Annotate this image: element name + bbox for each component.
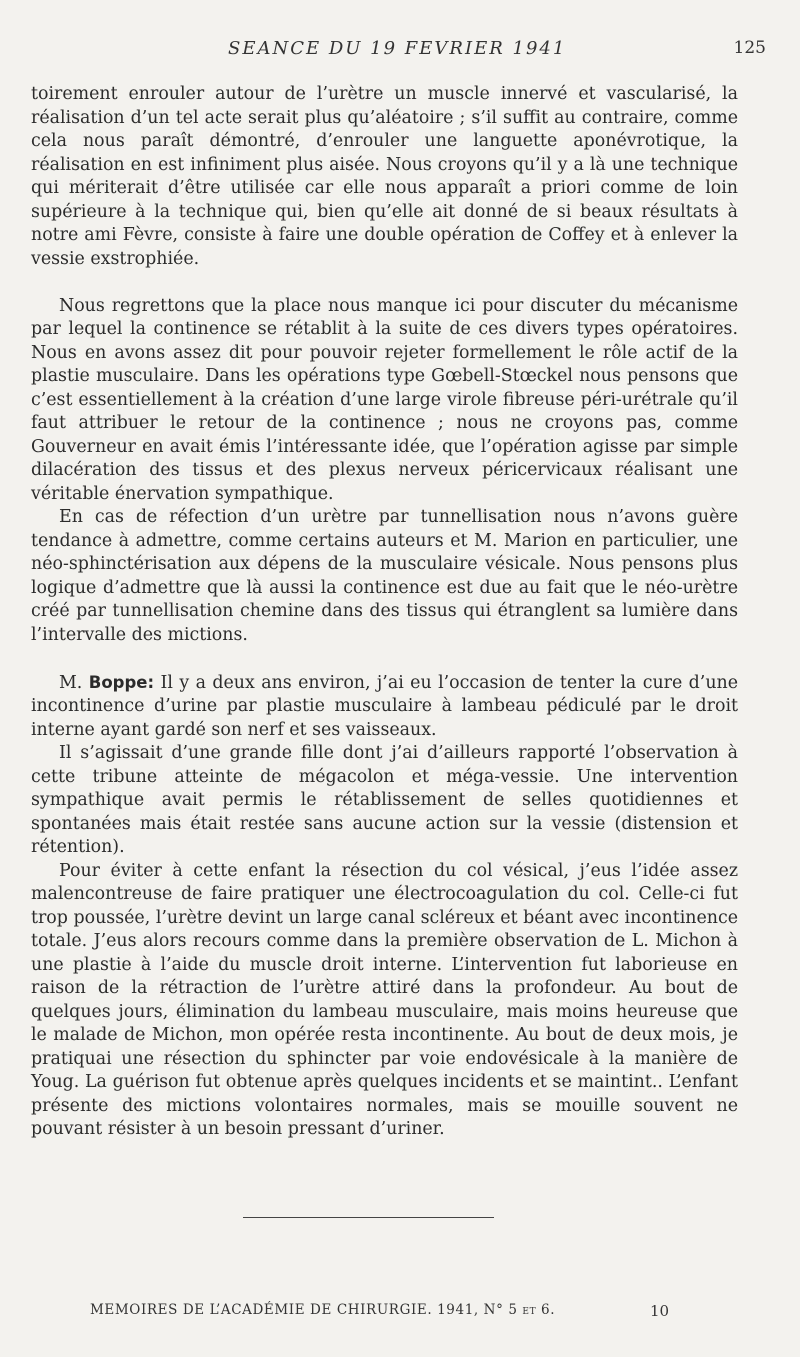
running-header — [0, 38, 800, 62]
paragraph-case-history: Il s’agissait d’une grande fille dont j’ai d’ailleurs rapporté l’observation à cette tribune atteinte de mégacolon et méga-vessie. Une intervention sympathique avait permis le rétablissement de selles quotidiennes et spontanées mais était restée sans aucune action sur la vessie (distension et rétention). — [31, 743, 738, 857]
section-divider — [243, 1217, 494, 1218]
footer-journal-title: MEMOIRES DE L’ACADÉMIE DE CHIRURGIE. 1941, N° 5 et 6. — [90, 1302, 556, 1318]
page-number: 125 — [733, 38, 766, 58]
speaker-name: Boppe — [88, 672, 148, 692]
paragraph-boppe-text: Il y a deux ans environ, j’ai eu l’occasion de tenter la cure d’une incontinence d’urine par plastie musculaire à lambeau pédiculé par le droit interne ayant gardé son nerf et ses vaisseaux. — [31, 672, 739, 740]
paragraph-continuation: toirement enrouler autour de l’urètre un muscle innervé et vascularisé, la réalisation d’un tel acte serait plus qu’aléatoire ; s’il suffit au contraire, comme cela nous paraît démontré, d’enrouler une languette aponévrotique, la réalisation en est infiniment plus aisée. Nous croyons qu’il y a là une technique qui mériterait d’être utilisée car elle nous apparaît a priori comme de loin supérieure à la technique qui, bien qu’elle ait donné de si beaux résultats à notre ami Fèvre, consiste à faire une double opération de Coffey et à enlever la vessie exstrophiée. — [31, 84, 738, 269]
paragraph-mechanism: Nous regrettons que la place nous manque ici pour discuter du mécanisme par lequel la continence se rétablit à la suite de ces divers types opératoires. Nous en avons assez dit pour pouvoir rejeter formellement le rôle actif de la plastie musculaire. Dans les opérations type Gœbell-Stœckel nous pensons que c’est essentiellement à la création d’une large virole fibreuse péri-urétrale qu’il faut attribuer le retour de la continence ; nous ne croyons pas, comme Gouverneur en avait émis l’intéressante idée, que l’opération agisse par simple dilacération des tissus et des plexus nerveux péricervicaux réalisant une véritable énervation sympathique. — [31, 295, 738, 504]
paragraph-tunnellisation: En cas de réfection d’un urètre par tunnellisation nous n’avons guère tendance à admettre, comme certains auteurs et M. Marion en particulier, une néo-sphinctérisation aux dépens de la musculaire vésicale. Nous pensons plus logique d’admettre que là aussi la continence est due au fait que le néo-urètre créé par tunnellisation chemine dans des tissus qui étranglent sa lumière dans l’intervalle des mictions. — [31, 507, 738, 645]
paragraph-treatment: Pour éviter à cette enfant la résection du col vésical, j’eus l’idée assez malencontreuse de faire pratiquer une électrocoagulation du col. Celle-ci fut trop poussée, l’urètre devint un large canal scléreux et béant avec incontinence totale. J’eus alors recours comme dans la première observation de L. Michon à une plastie à l’aide du muscle droit interne. L’intervention fut laborieuse en raison de la rétraction de l’urètre attiré dans la profondeur. Au bout de quelques jours, élimination du lambeau musculaire, mais moins heureuse que le malade de Michon, mon opérée resta incontinente. Au bout de deux mois, je pratiquai une résection du sphincter par voie endovésicale à la manière de Youg. La guérison fut obtenue après quelques incidents et se maintint.. L’enfant présente des mictions volontaires normales, mais se mouille souvent ne pouvant résister à un besoin pressant d’uriner. — [31, 860, 738, 1139]
paragraph-boppe-intervention — [31, 671, 738, 743]
speaker-prefix: M. — [59, 672, 83, 693]
speaker-colon: : — [147, 672, 155, 692]
running-title: SEANCE DU 19 FEVRIER 1941 — [228, 38, 567, 59]
footer-sheet-number: 10 — [650, 1302, 670, 1320]
article-body — [31, 83, 738, 1142]
page-footer — [0, 1302, 800, 1324]
